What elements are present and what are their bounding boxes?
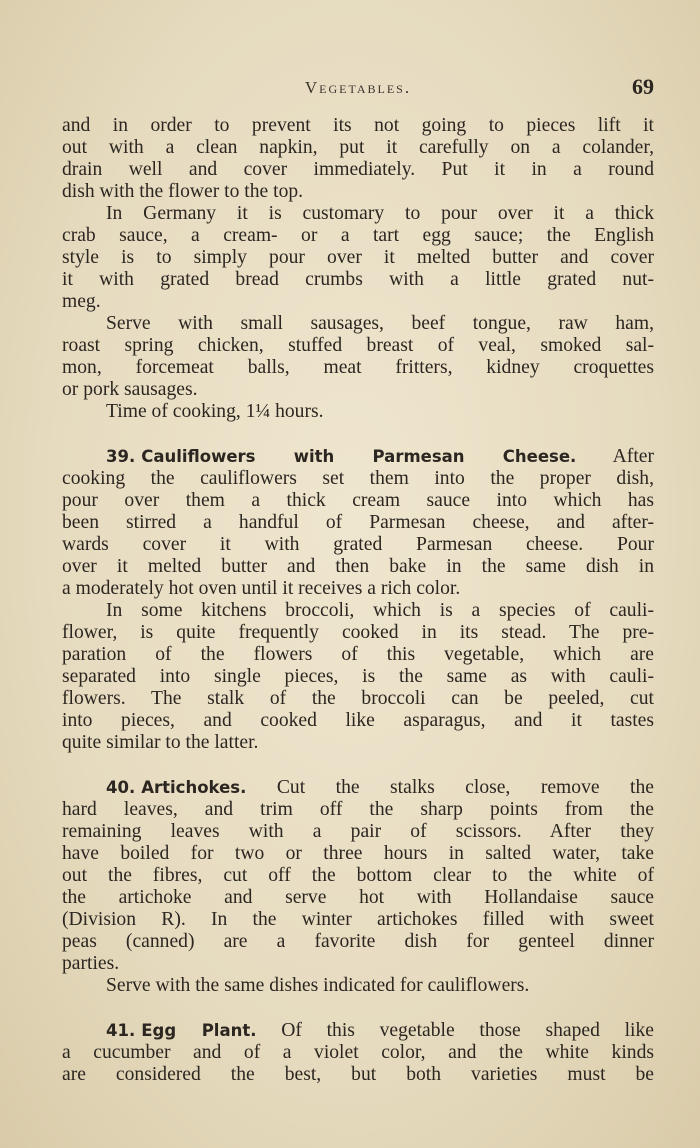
text-line: into pieces, and cooked like asparagus, and it tastes: [62, 710, 654, 731]
section-heading-line: [62, 777, 654, 799]
text-line: dish with the flower to the top.: [62, 181, 304, 202]
text-fragment: After: [612, 446, 654, 467]
text-line: drain well and cover immediately. Put it in a round: [62, 159, 654, 180]
text-line: meg.: [62, 291, 101, 312]
section-39: [62, 446, 654, 600]
text-line: pour over them a thick cream sauce into which has: [62, 490, 654, 511]
text-line: wards cover it with grated Parmesan cheese. Pour: [62, 534, 654, 555]
text-line: In some kitchens broccoli, which is a species of cauli-: [106, 600, 654, 621]
text-line: out the fibres, cut off the bottom clear to the white of: [62, 865, 654, 886]
text-line: have boiled for two or three hours in salted water, take: [62, 843, 654, 864]
running-head-text: Vegetables.: [304, 78, 412, 97]
text-fragment: Of this vegetable those shaped like: [281, 1020, 654, 1041]
paragraph-serve-same: [62, 975, 654, 997]
page-body: [62, 115, 654, 1086]
section-number: 41.: [106, 1021, 136, 1040]
text-line: (Division R). In the winter artichokes filled with sweet: [62, 909, 654, 930]
page-header: [60, 74, 656, 106]
section-number: 40.: [106, 778, 136, 797]
section-title: Artichokes.: [141, 778, 247, 797]
text-fragment: Cut the stalks close, remove the: [276, 777, 654, 798]
paragraph-germany: [62, 203, 654, 313]
text-line: mon, forcemeat balls, meat fritters, kidney croquettes: [62, 357, 654, 378]
text-line: hard leaves, and trim off the sharp points from the: [62, 799, 654, 820]
text-line: style is to simply pour over it melted butter and cover: [62, 247, 654, 268]
text-line: peas (canned) are a favorite dish for genteel dinner: [62, 931, 654, 952]
text-line: a moderately hot oven until it receives a rich color.: [62, 578, 461, 599]
text-line: or pork sausages.: [62, 379, 198, 400]
text-line: been stirred a handful of Parmesan cheese, and after-: [62, 512, 654, 533]
text-line: parties.: [62, 953, 120, 974]
running-head: [60, 78, 656, 98]
text-line: cooking the cauliflowers set them into the proper dish,: [62, 468, 654, 489]
paragraph-serve-with: [62, 313, 654, 401]
paragraph-time: [62, 401, 654, 423]
section-heading-line: [62, 1020, 654, 1042]
text-line: Serve with small sausages, beef tongue, raw ham,: [106, 313, 654, 334]
section-41: [62, 1020, 654, 1086]
section-title: Cauliflowers with Parmesan Cheese.: [141, 447, 577, 466]
text-line: flowers. The stalk of the broccoli can be peeled, cut: [62, 688, 654, 709]
paragraph-cauliflower-cont: [62, 115, 654, 203]
text-line: flower, is quite frequently cooked in its stead. The pre-: [62, 622, 654, 643]
text-line: Time of cooking, 1¼ hours.: [106, 401, 324, 422]
section-heading-line: [62, 446, 654, 468]
text-line: a cucumber and of a violet color, and the white kinds: [62, 1042, 654, 1063]
paragraph-broccoli: [62, 600, 654, 754]
section-number: 39.: [106, 447, 136, 466]
section-title: Egg Plant.: [141, 1021, 257, 1040]
text-line: over it melted butter and then bake in the same dish in: [62, 556, 654, 577]
text-line: Serve with the same dishes indicated for cauliflowers.: [106, 975, 530, 996]
text-line: crab sauce, a cream- or a tart egg sauce; the English: [62, 225, 654, 246]
text-line: it with grated bread crumbs with a little grated nut-: [62, 269, 654, 290]
text-line: the artichoke and serve hot with Hollandaise sauce: [62, 887, 654, 908]
text-line: In Germany it is customary to pour over it a thick: [106, 203, 654, 224]
section-40: [62, 777, 654, 975]
page-number: 69: [632, 74, 654, 99]
text-line: out with a clean napkin, put it carefully on a colander,: [62, 137, 654, 158]
text-line: remaining leaves with a pair of scissors. After they: [62, 821, 654, 842]
text-line: separated into single pieces, is the same as with cauli-: [62, 666, 654, 687]
text-line: are considered the best, but both varieties must be: [62, 1064, 654, 1085]
text-line: quite similar to the latter.: [62, 732, 259, 753]
text-line: and in order to prevent its not going to pieces lift it: [62, 115, 654, 136]
text-line: paration of the flowers of this vegetable, which are: [62, 644, 654, 665]
text-line: roast spring chicken, stuffed breast of veal, smoked sal-: [62, 335, 654, 356]
